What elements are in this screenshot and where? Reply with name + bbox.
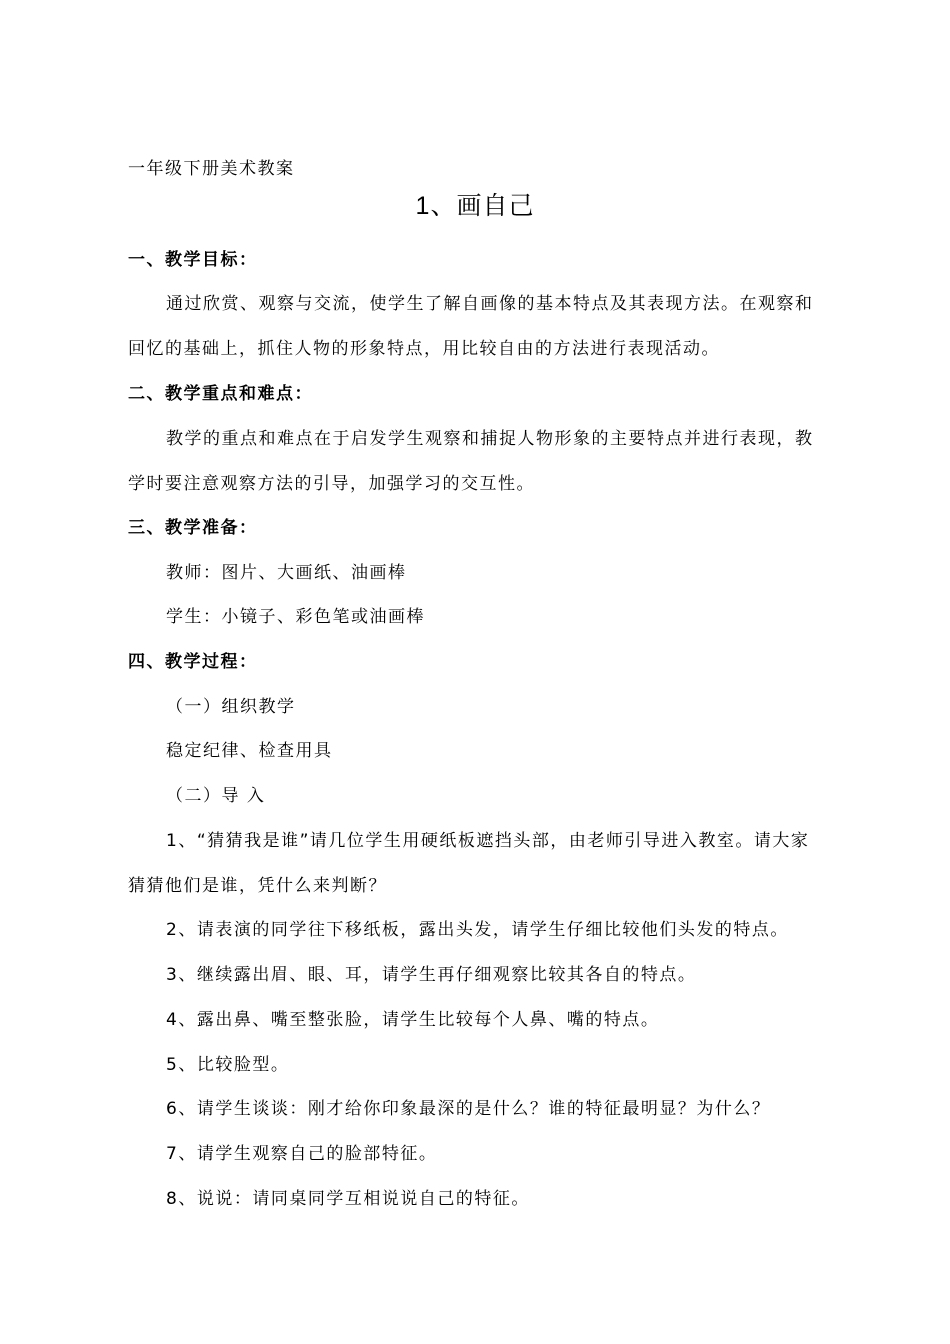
process-item-2: 2、请表演的同学往下移纸板，露出头发，请学生仔细比较他们头发的特点。 [166, 920, 789, 940]
process-item-5: 5、比较脸型。 [166, 1055, 290, 1075]
document-header: 一年级下册美术教案 [128, 159, 295, 179]
section-heading-preparation: 三、教学准备： [128, 518, 258, 538]
process-item-1-line-2: 猜猜他们是谁，凭什么来判断？ [128, 876, 387, 896]
process-item-7: 7、请学生观察自己的脸部特征。 [166, 1144, 438, 1164]
process-subheading-organize: （一）组织教学 [166, 697, 296, 717]
process-item-3: 3、继续露出眉、眼、耳，请学生再仔细观察比较其各自的特点。 [166, 965, 697, 985]
section-heading-process: 四、教学过程： [128, 652, 258, 672]
process-item-1-line-1: 1、“猜猜我是谁”请几位学生用硬纸板遮挡头部，由老师引导进入教室。请大家 [166, 831, 810, 851]
objectives-text-line-2: 回忆的基础上，抓住人物的形象特点，用比较自由的方法进行表现活动。 [128, 339, 720, 359]
process-organize-text: 稳定纪律、检查用具 [166, 741, 333, 761]
preparation-teacher: 教师：图片、大画纸、油画棒 [166, 563, 407, 583]
key-points-text-line-2: 学时要注意观察方法的引导，加强学习的交互性。 [128, 474, 535, 494]
document-title: 1、画自己 [415, 192, 535, 220]
objectives-text-line-1: 通过欣赏、观察与交流，使学生了解自画像的基本特点及其表现方法。在观察和 [166, 294, 814, 314]
process-item-8: 8、说说：请同桌同学互相说说自己的特征。 [166, 1189, 530, 1209]
section-heading-key-points: 二、教学重点和难点： [128, 384, 313, 404]
section-heading-objectives: 一、教学目标： [128, 250, 258, 270]
process-item-4: 4、露出鼻、嘴至整张脸，请学生比较每个人鼻、嘴的特点。 [166, 1010, 660, 1030]
process-subheading-intro: （二）导 入 [166, 786, 266, 806]
preparation-student: 学生：小镜子、彩色笔或油画棒 [166, 607, 425, 627]
key-points-text-line-1: 教学的重点和难点在于启发学生观察和捕捉人物形象的主要特点并进行表现，教 [166, 429, 814, 449]
process-item-6: 6、请学生谈谈：刚才给你印象最深的是什么？谁的特征最明显？为什么？ [166, 1099, 771, 1119]
